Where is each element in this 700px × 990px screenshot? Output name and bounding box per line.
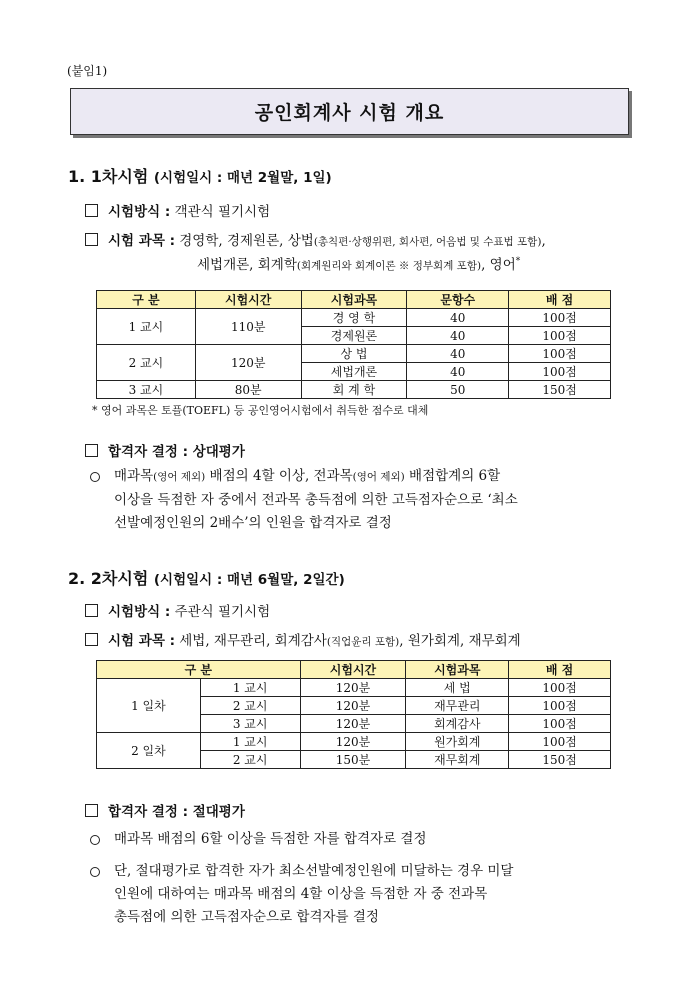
pass-line2: 이상을 득점한 자 중에서 전과목 총득점에 의한 고득점자순으로 ‘최소 bbox=[114, 492, 518, 508]
table-row bbox=[97, 733, 611, 751]
header-cell: 문항수 bbox=[407, 291, 509, 309]
checkbox-square-icon bbox=[85, 633, 98, 646]
period-cell: 2 교시 bbox=[200, 751, 300, 769]
score-cell: 100점 bbox=[509, 309, 611, 327]
time-cell: 120분 bbox=[195, 345, 301, 381]
table-row bbox=[97, 679, 611, 697]
time-cell: 120분 bbox=[300, 733, 406, 751]
section2-pass-bullet-1 bbox=[90, 828, 427, 851]
page-title: 공인회계사 시험 개요 bbox=[254, 102, 445, 124]
section2-method bbox=[85, 600, 270, 620]
period-cell: 1 교시 bbox=[97, 309, 196, 345]
subject-cell: 회계감사 bbox=[406, 715, 509, 733]
pass-line1 bbox=[90, 465, 518, 489]
table-header-row bbox=[97, 661, 611, 679]
checkbox-square-icon bbox=[85, 204, 98, 217]
section1-subjects bbox=[85, 229, 546, 249]
header-cell: 구 분 bbox=[97, 661, 301, 679]
time-cell: 120분 bbox=[300, 715, 406, 733]
bullet-circle-icon bbox=[90, 472, 100, 482]
section1-schedule: (시험일시 : 매년 2월말, 1일) bbox=[153, 170, 332, 186]
section2-schedule: (시험일시 : 매년 6월말, 2일간) bbox=[153, 572, 345, 588]
header-cell: 시험시간 bbox=[195, 291, 301, 309]
count-cell: 50 bbox=[407, 381, 509, 399]
checkbox-square-icon bbox=[85, 233, 98, 246]
checkbox-square-icon bbox=[85, 444, 98, 457]
count-cell: 40 bbox=[407, 345, 509, 363]
subjects-label: 시험 과목 : bbox=[108, 233, 175, 249]
period-cell: 2 교시 bbox=[200, 697, 300, 715]
subjects-line1c: , bbox=[541, 233, 546, 249]
table-row bbox=[97, 381, 611, 399]
count-cell: 40 bbox=[407, 363, 509, 381]
score-cell: 100점 bbox=[509, 327, 611, 345]
section1-pass-bullet bbox=[90, 465, 518, 535]
method-value: 주관식 필기시험 bbox=[174, 604, 271, 620]
subject-cell: 세 법 bbox=[406, 679, 509, 697]
pass-b2-line1: 단, 절대평가로 합격한 자가 최소선발예정인원에 미달하는 경우 미달 bbox=[114, 863, 514, 879]
pass-line1e: 배점합계의 6할 bbox=[404, 468, 501, 484]
header-cell: 배 점 bbox=[509, 291, 611, 309]
header-cell: 구 분 bbox=[97, 291, 196, 309]
section1-heading: 1. 1차시험 bbox=[68, 167, 149, 186]
method-label: 시험방식 : bbox=[108, 604, 171, 620]
section2-pass bbox=[85, 800, 245, 820]
section1-method bbox=[85, 200, 270, 220]
section1-pass bbox=[85, 440, 245, 460]
section1-heading-row bbox=[68, 164, 332, 187]
score-cell: 100점 bbox=[509, 679, 611, 697]
subject-cell: 경 영 학 bbox=[301, 309, 407, 327]
checkbox-square-icon bbox=[85, 604, 98, 617]
score-cell: 150점 bbox=[509, 381, 611, 399]
subjects-a: 세법, 재무관리, 회계감사 bbox=[179, 633, 327, 649]
score-cell: 100점 bbox=[509, 363, 611, 381]
table-row bbox=[97, 309, 611, 327]
method-label: 시험방식 : bbox=[108, 204, 171, 220]
pass-label: 합격자 결정 : 절대평가 bbox=[108, 804, 245, 820]
day-cell: 1 일차 bbox=[97, 679, 201, 733]
bullet-circle-icon bbox=[90, 835, 100, 845]
time-cell: 150분 bbox=[300, 751, 406, 769]
table-row bbox=[97, 345, 611, 363]
header-cell: 시험과목 bbox=[301, 291, 407, 309]
subjects-line2c: , 영어 bbox=[481, 257, 516, 273]
section2-table bbox=[96, 660, 611, 769]
period-cell: 1 교시 bbox=[200, 679, 300, 697]
section1-footnote: * 영어 과목은 토플(TOEFL) 등 공인영어시험에서 취득한 점수로 대체 bbox=[92, 404, 429, 417]
subject-cell: 재무회계 bbox=[406, 751, 509, 769]
period-cell: 3 교시 bbox=[97, 381, 196, 399]
subject-cell: 회 계 학 bbox=[301, 381, 407, 399]
score-cell: 100점 bbox=[509, 715, 611, 733]
time-cell: 120분 bbox=[300, 697, 406, 715]
count-cell: 40 bbox=[407, 327, 509, 345]
score-cell: 150점 bbox=[509, 751, 611, 769]
pass-line1b: (영어 제외) bbox=[153, 471, 206, 483]
subjects-c: , 원가회계, 재무회계 bbox=[399, 633, 521, 649]
time-cell: 110분 bbox=[195, 309, 301, 345]
footnote-star: * bbox=[515, 256, 521, 267]
period-cell: 1 교시 bbox=[200, 733, 300, 751]
attachment-label: (붙임1) bbox=[67, 64, 108, 78]
period-cell: 2 교시 bbox=[97, 345, 196, 381]
checkbox-square-icon bbox=[85, 804, 98, 817]
subject-cell: 경제원론 bbox=[301, 327, 407, 345]
subjects-line1b: (총칙편·상행위편, 회사편, 어음법 및 수표법 포함) bbox=[313, 236, 542, 248]
header-cell: 시험시간 bbox=[300, 661, 406, 679]
subjects-b: (직업윤리 포함) bbox=[326, 636, 400, 648]
subjects-line1a: 경영학, 경제원론, 상법 bbox=[179, 233, 314, 249]
pass-b2-line2: 인원에 대하여는 매과목 배점의 4할 이상을 득점한 자 중 전과목 bbox=[114, 886, 488, 902]
count-cell: 40 bbox=[407, 309, 509, 327]
header-cell: 시험과목 bbox=[406, 661, 509, 679]
subject-cell: 원가회계 bbox=[406, 733, 509, 751]
score-cell: 100점 bbox=[509, 697, 611, 715]
pass-line1d: (영어 제외) bbox=[352, 471, 405, 483]
section2-subjects bbox=[85, 629, 521, 649]
subject-cell: 상 법 bbox=[301, 345, 407, 363]
header-cell: 배 점 bbox=[509, 661, 611, 679]
score-cell: 100점 bbox=[509, 345, 611, 363]
section2-heading-row bbox=[68, 566, 345, 589]
bullet-circle-icon bbox=[90, 867, 100, 877]
subjects-line2b: (회계원리와 회계이론 ※ 정부회계 포함) bbox=[296, 260, 482, 272]
section2-pass-bullet-2 bbox=[90, 860, 513, 929]
pass-b2-line3: 총득점에 의한 고득점자순으로 합격자를 결정 bbox=[114, 909, 379, 925]
pass-line1a: 매과목 bbox=[114, 468, 154, 484]
day-cell: 2 일차 bbox=[97, 733, 201, 769]
page-title-box bbox=[70, 88, 629, 135]
method-value: 객관식 필기시험 bbox=[174, 204, 271, 220]
table-header-row bbox=[97, 291, 611, 309]
subjects-label: 시험 과목 : bbox=[108, 633, 175, 649]
pass-b1: 매과목 배점의 6할 이상을 득점한 자를 합격자로 결정 bbox=[114, 831, 427, 847]
section1-subjects-line2 bbox=[197, 253, 520, 273]
period-cell: 3 교시 bbox=[200, 715, 300, 733]
time-cell: 120분 bbox=[300, 679, 406, 697]
subject-cell: 세법개론 bbox=[301, 363, 407, 381]
pass-line1c: 배점의 4할 이상, 전과목 bbox=[205, 468, 353, 484]
score-cell: 100점 bbox=[509, 733, 611, 751]
subjects-line2a: 세법개론, 회계학 bbox=[197, 257, 297, 273]
section2-heading: 2. 2차시험 bbox=[68, 569, 149, 588]
pass-label: 합격자 결정 : 상대평가 bbox=[108, 444, 245, 460]
subject-cell: 재무관리 bbox=[406, 697, 509, 715]
time-cell: 80분 bbox=[195, 381, 301, 399]
pass-line3: 선발예정인원의 2배수’의 인원을 합격자로 결정 bbox=[114, 515, 392, 531]
section1-table bbox=[96, 290, 611, 399]
